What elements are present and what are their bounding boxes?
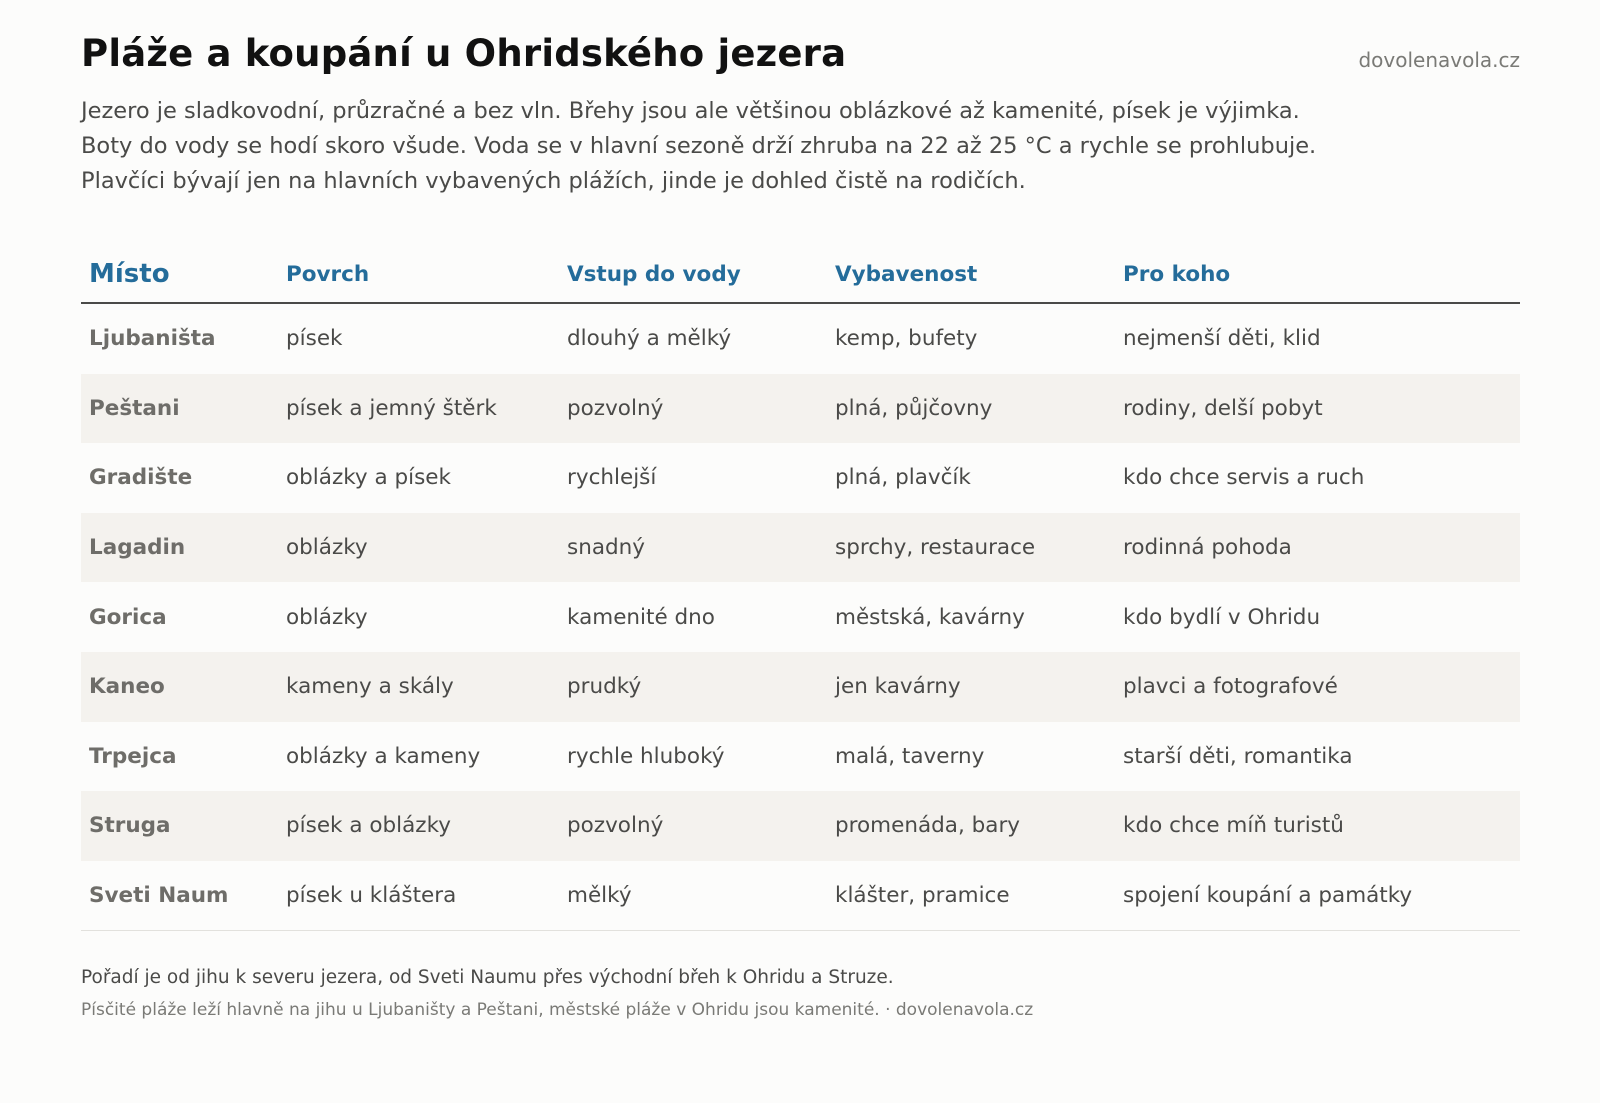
cell-surface: písek a jemný štěrk bbox=[278, 374, 559, 444]
table-header-row bbox=[81, 242, 1520, 303]
table-row bbox=[81, 374, 1520, 444]
cell-audience: starší děti, romantika bbox=[1123, 743, 1353, 769]
cell-place: Lagadin bbox=[81, 513, 278, 583]
cell-surface: písek a oblázky bbox=[278, 791, 559, 861]
source-note: Písčité pláže leží hlavně na jihu u Ljubaništy a Peštani, městské pláže v Ohridu jsou kamenité. · dovolenavola.cz bbox=[81, 1000, 1034, 1021]
cell-entry: kamenité dno bbox=[567, 604, 715, 630]
cell-facilities: klášter, pramice bbox=[827, 861, 1115, 931]
cell-facilities: plná, půjčovny bbox=[827, 374, 1115, 444]
table-row bbox=[81, 722, 1520, 792]
table-row bbox=[81, 582, 1520, 652]
cell-audience: rodiny, delší pobyt bbox=[1115, 374, 1520, 444]
cell-surface: oblázky a písek bbox=[286, 465, 451, 491]
cell-audience: rodinná pohoda bbox=[1115, 513, 1520, 583]
intro-line: Boty do vody se hodí skoro všude. Voda se v hlavní sezoně drží zhruba na 22 až 25 °C a rychle se prohlubuje. bbox=[81, 133, 1317, 159]
cell-audience: kdo chce míň turistů bbox=[1115, 791, 1520, 861]
cell-surface: oblázky bbox=[286, 604, 368, 630]
cell-entry: prudký bbox=[559, 652, 827, 722]
cell-place: Peštani bbox=[81, 374, 278, 444]
cell-entry: pozvolný bbox=[559, 791, 827, 861]
table-row bbox=[81, 791, 1520, 861]
table-row bbox=[81, 513, 1520, 583]
column-header-place: Místo bbox=[81, 242, 278, 303]
cell-entry: rychle hluboký bbox=[567, 743, 725, 769]
column-header-facilities: Vybavenost bbox=[827, 242, 1115, 303]
cell-facilities: městská, kavárny bbox=[835, 604, 1025, 630]
cell-audience: kdo chce servis a ruch bbox=[1123, 465, 1365, 491]
cell-facilities: malá, taverny bbox=[835, 743, 985, 769]
column-header-surface: Povrch bbox=[278, 242, 559, 303]
cell-place: Ljubaništa bbox=[89, 326, 216, 352]
page-header bbox=[81, 30, 1520, 82]
page-title: Pláže a koupání u Ohridského jezera bbox=[81, 32, 847, 75]
site-name: dovolenavola.cz bbox=[1358, 48, 1520, 72]
cell-entry: dlouhý a mělký bbox=[567, 326, 732, 352]
page bbox=[81, 30, 1520, 1023]
cell-facilities: promenáda, bary bbox=[827, 791, 1115, 861]
intro-text bbox=[81, 94, 1520, 199]
cell-facilities: plná, plavčík bbox=[835, 465, 971, 491]
cell-place: Struga bbox=[81, 791, 278, 861]
table-row bbox=[81, 303, 1520, 374]
cell-facilities: sprchy, restaurace bbox=[827, 513, 1115, 583]
intro-line: Jezero je sladkovodní, průzračné a bez vln. Břehy jsou ale většinou oblázkové až kamenité, písek je výjimka. bbox=[81, 98, 1300, 124]
cell-audience: spojení koupání a památky bbox=[1115, 861, 1520, 931]
cell-facilities: kemp, bufety bbox=[835, 326, 978, 352]
cell-entry: mělký bbox=[559, 861, 827, 931]
order-note: Pořadí je od jihu k severu jezera, od Sveti Naumu přes východní břeh k Ohridu a Struze. bbox=[81, 967, 894, 989]
table-row bbox=[81, 861, 1520, 931]
intro-line: Plavčíci bývají jen na hlavních vybavených plážích, jinde je dohled čistě na rodičích. bbox=[81, 168, 1026, 194]
cell-audience: plavci a fotografové bbox=[1115, 652, 1520, 722]
cell-entry: rychlejší bbox=[567, 465, 657, 491]
cell-surface: písek u kláštera bbox=[278, 861, 559, 931]
cell-place: Gorica bbox=[89, 604, 167, 630]
cell-surface: oblázky bbox=[278, 513, 559, 583]
cell-entry: snadný bbox=[559, 513, 827, 583]
cell-place: Gradište bbox=[89, 465, 193, 491]
table-row bbox=[81, 652, 1520, 722]
cell-audience: nejmenší děti, klid bbox=[1123, 326, 1321, 352]
cell-place: Trpejca bbox=[89, 743, 177, 769]
cell-surface: kameny a skály bbox=[278, 652, 559, 722]
cell-place: Kaneo bbox=[81, 652, 278, 722]
cell-facilities: jen kavárny bbox=[827, 652, 1115, 722]
table-body bbox=[81, 303, 1520, 931]
column-header-entry: Vstup do vody bbox=[559, 242, 827, 303]
cell-entry: pozvolný bbox=[559, 374, 827, 444]
cell-surface: oblázky a kameny bbox=[286, 743, 481, 769]
cell-surface: písek bbox=[286, 326, 343, 352]
column-header-audience: Pro koho bbox=[1115, 242, 1520, 303]
beaches-table bbox=[81, 242, 1520, 931]
cell-place: Sveti Naum bbox=[81, 861, 278, 931]
table-row bbox=[81, 443, 1520, 513]
cell-audience: kdo bydlí v Ohridu bbox=[1123, 604, 1321, 630]
footnotes bbox=[81, 965, 1520, 1023]
